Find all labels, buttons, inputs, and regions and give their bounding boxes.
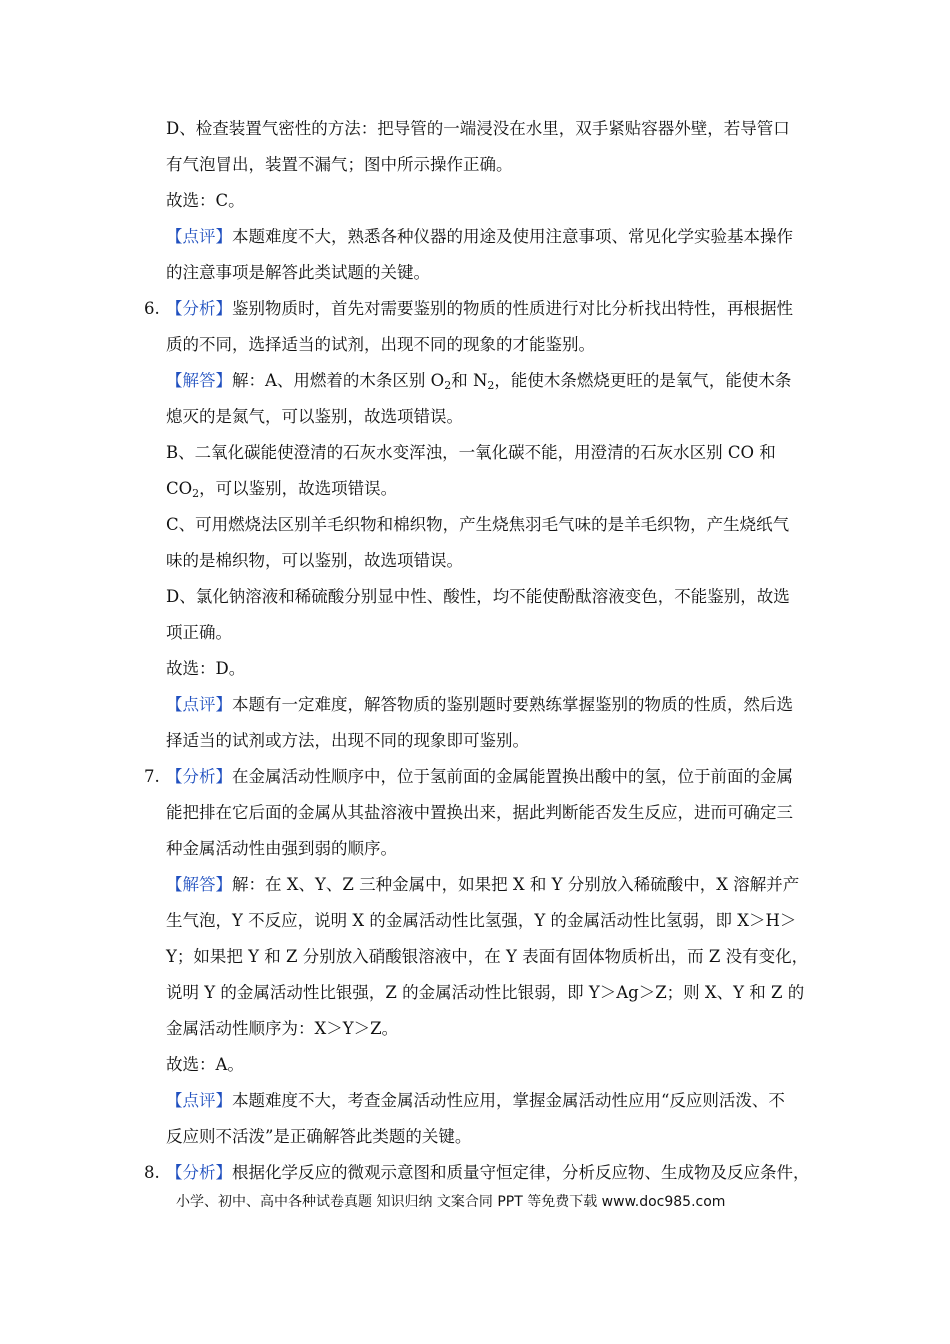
q7-comment-line1 [166,1090,785,1112]
q6-comment-line2: 择适当的试剂或方法，出现不同的现象即可鉴别。 [166,731,529,750]
analysis-tag: 【分析】 [166,767,232,786]
q6-comment-text: 本题有一定难度，解答物质的鉴别题时要熟练掌握鉴别的物质的性质，然后选 [232,695,793,714]
q6-analysis-text: 鉴别物质时，首先对需要鉴别的物质的性质进行对比分析找出特性，再根据性 [232,299,793,318]
q7-analysis-line2: 能把排在它后面的金属从其盐溶液中置换出来，据此判断能否发生反应，进而可确定三 [166,803,793,822]
analysis-tag: 【分析】 [166,1163,232,1182]
q5-comment-text: 本题难度不大，熟悉各种仪器的用途及使用注意事项、常见化学实验基本操作 [232,227,793,246]
q7-choice: 故选：A。 [166,1055,244,1074]
q6-option-d-line1: D、氯化钠溶液和稀硫酸分别显中性、酸性，均不能使酚酞溶液变色，不能鉴别，故选 [166,587,790,606]
page-footer: 小学、初中、高中各种试卷真题 知识归纳 文案合同 PPT 等免费下载 www.doc985.com [176,1194,726,1210]
q6-answer-sub2: 2 [487,379,495,392]
q6-choice: 故选：D。 [166,659,246,678]
q7-answer-line5: 金属活动性顺序为：X＞Y＞Z。 [166,1019,399,1038]
q7-comment-line2: 反应则不活泼”是正确解答此类题的关键。 [166,1127,472,1146]
q7-analysis-line1 [166,766,793,788]
q5-option-d-line2: 有气泡冒出，装置不漏气；图中所示操作正确。 [166,155,513,174]
answer-tag: 【解答】 [166,371,232,390]
comment-tag: 【点评】 [166,227,232,246]
q6-option-d-line2: 项正确。 [166,623,232,642]
q6-answer-line2: 熄灭的是氮气，可以鉴别，故选项错误。 [166,407,463,426]
q6-analysis-line2: 质的不同，选择适当的试剂，出现不同的现象的才能鉴别。 [166,335,595,354]
q6-answer-line1 [166,370,791,392]
q7-answer-line1 [166,874,799,896]
q6-option-b-line2 [166,478,397,500]
q7-answer-line4: 说明 Y 的金属活动性比银强，Z 的金属活动性比银弱，即 Y＞Ag＞Z；则 X、Y 和 Z 的 [166,983,805,1002]
q7-comment-text: 本题难度不大，考查金属活动性应用，掌握金属活动性应用“反应则活泼、不 [232,1091,785,1110]
q5-comment-line1 [166,226,793,248]
q6-number: 6. [144,299,160,318]
q6-option-c-line2: 味的是棉织物，可以鉴别，故选项错误。 [166,551,463,570]
answer-tag: 【解答】 [166,875,232,894]
q7-number: 7. [144,767,160,786]
q8-number: 8. [144,1163,160,1182]
comment-tag: 【点评】 [166,695,232,714]
q6-b-co2: CO [166,479,193,498]
q7-answer-line2: 生气泡，Y 不反应，说明 X 的金属活动性比氢强，Y 的金属活动性比氢弱，即 X＞H＞ [166,911,797,930]
q7-analysis-line3: 种金属活动性由强到弱的顺序。 [166,839,397,858]
q7-answer-text: 解：在 X、Y、Z 三种金属中，如果把 X 和 Y 分别放入稀硫酸中，X 溶解并产 [232,875,800,894]
analysis-tag: 【分析】 [166,299,232,318]
q6-analysis-line1 [166,298,793,320]
q6-option-c-line1: C、可用燃烧法区别羊毛织物和棉织物，产生烧焦羽毛气味的是羊毛织物，产生烧纸气 [166,515,790,534]
q6-option-b-line1: B、二氧化碳能使澄清的石灰水变浑浊，一氧化碳不能，用澄清的石灰水区别 CO 和 [166,443,776,462]
q6-answer-text-b: 和 N [451,371,488,390]
q8-analysis-line1 [166,1162,810,1184]
q8-analysis-text: 根据化学反应的微观示意图和质量守恒定律，分析反应物、生成物及反应条件， [232,1163,810,1182]
q5-comment-line2: 的注意事项是解答此类试题的关键。 [166,263,430,282]
q7-analysis-text: 在金属活动性顺序中，位于氢前面的金属能置换出酸中的氢，位于前面的金属 [232,767,793,786]
q6-answer-sub1: 2 [444,379,452,392]
q6-answer-text-a: 解：A、用燃着的木条区别 O [232,371,445,390]
q6-comment-line1 [166,694,793,716]
q6-b-sub: 2 [192,487,200,500]
q6-answer-text-c: ，能使木条燃烧更旺的是氧气，能使木条 [494,371,792,390]
q7-answer-line3: Y；如果把 Y 和 Z 分别放入硝酸银溶液中，在 Y 表面有固体物质析出，而 Z 没有变化， [166,947,809,966]
q6-b-text: ，可以鉴别，故选项错误。 [199,479,398,498]
comment-tag: 【点评】 [166,1091,232,1110]
q5-option-d-line1: D、检查装置气密性的方法：把导管的一端浸没在水里，双手紧贴容器外壁，若导管口 [166,119,790,138]
q5-choice: 故选：C。 [166,191,245,210]
